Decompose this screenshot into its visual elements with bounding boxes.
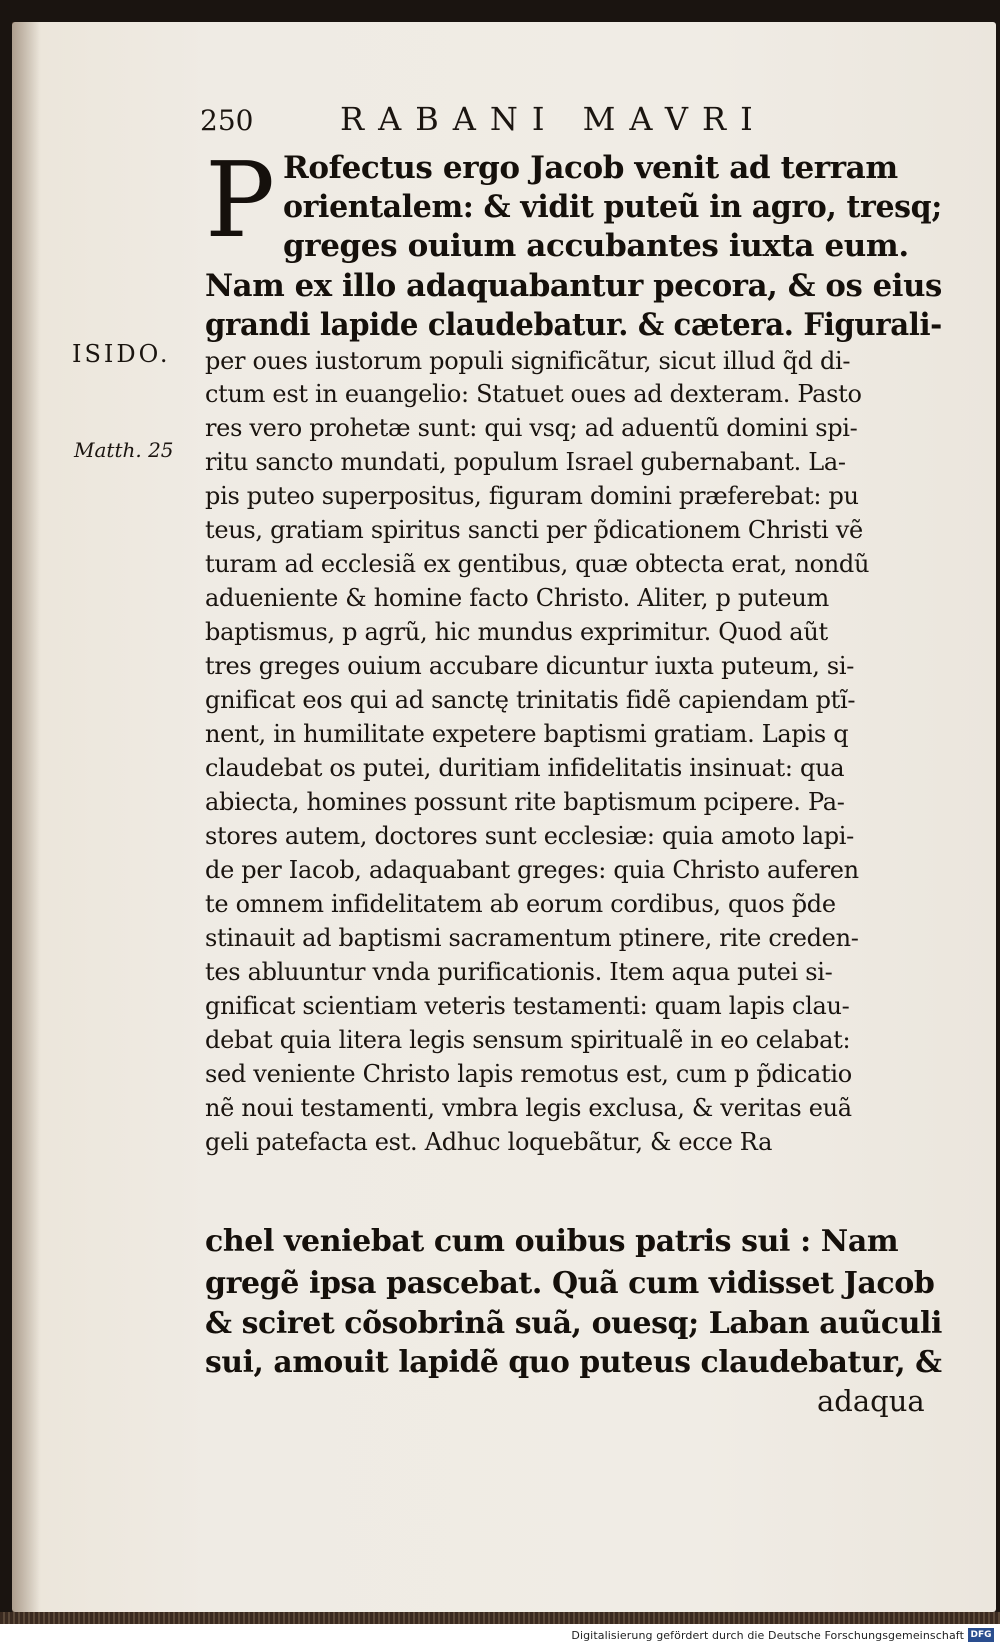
spine-shadow xyxy=(12,22,40,1612)
text-line: orientalem: & vidit puteũ in agro, tresq; xyxy=(283,189,942,225)
text-line: res vero prohetæ sunt: qui vsq; ad aduentũ domini spi- xyxy=(205,414,858,442)
text-line: geli patefacta est. Adhuc loquebãtur, & ecce Ra xyxy=(205,1128,773,1156)
text-line: debat quia litera legis sensum spiritualẽ in eo celabat: xyxy=(205,1026,851,1054)
text-line: gnificat eos qui ad sanctę trinitatis fidẽ capiendam ptĩ- xyxy=(205,686,856,714)
text-line: Nam ex illo adaquabantur pecora, & os eius xyxy=(205,268,942,304)
text-line: de per Iacob, adaquabant greges: quia Christo auferen xyxy=(205,856,859,884)
text-line: tres greges ouium accubare dicuntur iuxta puteum, si- xyxy=(205,652,855,680)
text-line: per oues iustorum populi significãtur, sicut illud q̃d di- xyxy=(205,347,851,375)
text-line: gnificat scientiam veteris testamenti: quam lapis clau- xyxy=(205,992,850,1020)
catchword: adaqua xyxy=(817,1384,925,1418)
text-line: teus, gratiam spiritus sancti per p̃dicationem Christi vẽ xyxy=(205,516,863,544)
text-line: & sciret cõsobrinã suã, ouesq; Laban auũculi xyxy=(205,1306,942,1341)
text-line: claudebat os putei, duritiam infidelitatis insinuat: qua xyxy=(205,754,845,782)
text-line: Rofectus ergo Jacob venit ad terram xyxy=(283,150,898,186)
text-line: ritu sancto mundati, populum Israel gubernabant. La- xyxy=(205,448,846,476)
text-line: nẽ noui testamenti, vmbra legis exclusa, & veritas euã xyxy=(205,1094,852,1122)
text-line: pis puteo superpositus, figuram domini præferebat: pu xyxy=(205,482,859,510)
footer-credit: Digitalisierung gefördert durch die Deutsche Forschungsgemeinschaft xyxy=(571,1629,964,1642)
text-line: greges ouium accubantes iuxta eum. xyxy=(283,228,909,264)
text-line: abiecta, homines possunt rite baptismum pcipere. Pa- xyxy=(205,788,845,816)
text-line: stinauit ad baptismi sacramentum ptinere, rite creden- xyxy=(205,924,859,952)
drop-cap: P xyxy=(205,139,275,261)
text-line: sui, amouit lapidẽ quo puteus claudebatur, & xyxy=(205,1345,942,1380)
text-line: adueniente & homine facto Christo. Aliter, p puteum xyxy=(205,584,829,612)
text-line: tes abluuntur vnda purificationis. Item aqua putei si- xyxy=(205,958,833,986)
text-line: ctum est in euangelio: Statuet oues ad dexteram. Pasto xyxy=(205,380,862,408)
text-line: grandi lapide claudebatur. & cætera. Figurali- xyxy=(205,307,942,343)
text-line: baptismus, p agrũ, hic mundus exprimitur. Quod aũt xyxy=(205,618,828,646)
margin-note-isido: ISIDO. xyxy=(72,340,171,368)
text-line: chel veniebat cum ouibus patris sui : Nam xyxy=(205,1224,899,1259)
text-line: te omnem infidelitatem ab eorum cordibus, quos p̃de xyxy=(205,890,836,918)
text-line: turam ad ecclesiã ex gentibus, quæ obtecta erat, nondũ xyxy=(205,550,870,578)
text-line: sed veniente Christo lapis remotus est, cum p p̃dicatio xyxy=(205,1060,852,1088)
page-header xyxy=(200,100,860,140)
text-line: stores autem, doctores sunt ecclesiæ: quia amoto lapi- xyxy=(205,822,854,850)
book-bottom-edge xyxy=(0,1612,1000,1624)
dfg-logo: DFG xyxy=(968,1628,994,1642)
text-line: gregẽ ipsa pascebat. Quã cum vidisset Jacob xyxy=(205,1266,935,1301)
margin-note-matth: Matth. 25 xyxy=(74,438,174,462)
text-line: nent, in humilitate expetere baptismi gratiam. Lapis q xyxy=(205,720,849,748)
running-head: RABANI MAVRI xyxy=(340,100,767,138)
page-number: 250 xyxy=(200,104,254,137)
